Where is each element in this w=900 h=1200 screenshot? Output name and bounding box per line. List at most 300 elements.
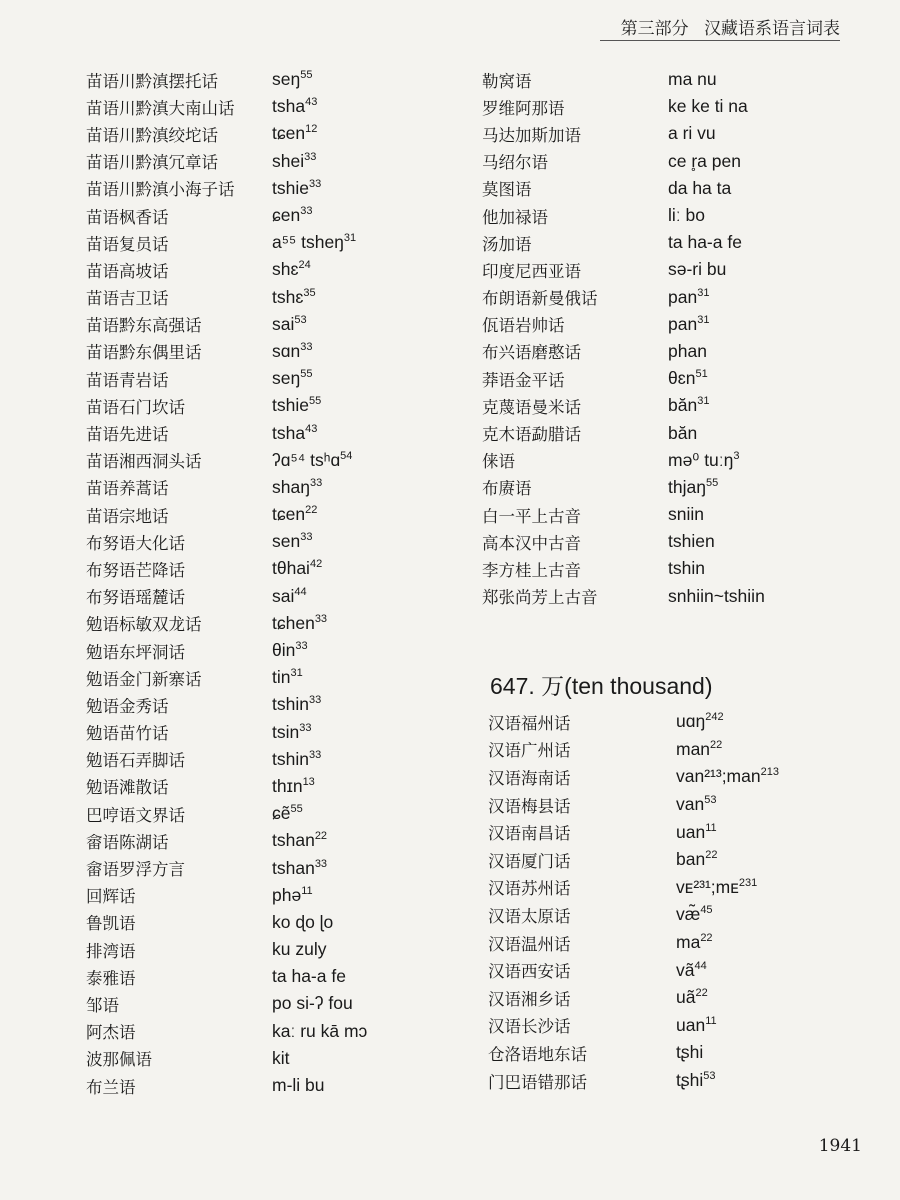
entry-row	[482, 175, 812, 202]
word-form	[272, 178, 321, 199]
word-form-text: tɕhen	[272, 612, 315, 633]
language-name: 苗语川黔滇摆托话	[86, 71, 218, 91]
word-form	[668, 395, 709, 416]
entry-row	[86, 664, 426, 691]
section-entries	[488, 708, 818, 1094]
language-name: 汉语长沙话	[488, 1017, 571, 1037]
word-form-text: tsha	[272, 96, 306, 117]
word-form-text: m-li bu	[272, 1075, 325, 1096]
language-name: 汉语广州话	[488, 741, 571, 761]
entry-row	[86, 365, 426, 392]
entry-row	[488, 901, 818, 929]
language-name: 莽语金平话	[482, 370, 565, 390]
entry-row	[86, 528, 426, 555]
word-form	[668, 178, 731, 199]
word-form-text: tshan	[272, 830, 315, 851]
language-name: 勉语金秀话	[86, 696, 169, 716]
language-name: 巴哼语文界话	[86, 805, 185, 825]
word-form	[272, 531, 312, 552]
word-form-text: tsin	[272, 721, 300, 742]
word-form-text: shɛ	[272, 259, 299, 280]
word-form	[272, 1021, 367, 1042]
tone-number: 33	[308, 748, 322, 761]
tone-number: 33	[308, 694, 322, 707]
tone-number: 11	[705, 1014, 717, 1027]
word-form	[668, 504, 704, 525]
tone-number: 51	[695, 368, 708, 381]
entry-row	[482, 148, 812, 175]
entry-row	[482, 583, 812, 610]
tone-number: 213	[760, 766, 779, 779]
entry-row	[86, 447, 426, 474]
word-form-text: ce r̥a pen	[668, 150, 741, 171]
word-form-text: sniin	[668, 504, 704, 525]
language-name: 克蔑语曼米话	[482, 397, 581, 417]
entry-row	[86, 691, 426, 718]
language-name: 汉语温州话	[488, 934, 571, 954]
entry-row	[488, 929, 818, 957]
language-name: 汉语南昌话	[488, 824, 571, 844]
word-form-text: van	[676, 794, 705, 815]
tone-number: 53	[704, 794, 717, 807]
language-name: 排湾语	[86, 941, 136, 961]
entry-row	[86, 284, 426, 311]
word-form	[272, 259, 311, 280]
word-form-text: ma nu	[668, 69, 717, 90]
entry-row	[86, 501, 426, 528]
word-form-text: tin	[272, 667, 291, 688]
word-form	[668, 558, 705, 579]
language-name: 汉语海南话	[488, 768, 571, 788]
tone-number: 44	[694, 959, 707, 972]
word-form	[676, 987, 708, 1008]
tone-number: 33	[314, 612, 328, 625]
language-name: 马达加斯加语	[482, 125, 581, 145]
word-form-text: uan	[676, 821, 706, 842]
word-form	[668, 259, 726, 280]
language-name: 勉语标敏双龙话	[86, 615, 202, 635]
entry-row	[488, 874, 818, 902]
language-name: 回辉话	[86, 887, 136, 907]
word-form-text: ban	[676, 849, 706, 870]
language-name: 苗语先进话	[86, 425, 169, 445]
tone-number: 33	[308, 177, 322, 190]
entry-row	[86, 637, 426, 664]
word-form-text: liː bo	[668, 205, 705, 226]
word-form-text: tθhai	[272, 558, 310, 579]
language-name: 布朗语新曼俄话	[482, 289, 598, 309]
language-name: 苗语川黔滇大南山话	[86, 98, 235, 118]
tone-number: 11	[301, 884, 313, 897]
entry-row	[86, 93, 426, 120]
language-name: 苗语湘西洞头话	[86, 452, 202, 472]
word-form-text: phan	[668, 340, 707, 361]
tone-number: 45	[700, 904, 713, 917]
word-form	[272, 123, 317, 144]
tone-number: 33	[304, 150, 317, 163]
word-form-text: thjaŋ	[668, 476, 706, 497]
word-form	[676, 794, 716, 815]
language-name: 畲语陈湖话	[86, 832, 169, 852]
page-number: 1941	[818, 1136, 862, 1156]
tone-number: 22	[695, 987, 708, 1000]
language-name: 苗语宗地话	[86, 506, 169, 526]
language-name: 苗语川黔滇绞坨话	[86, 125, 218, 145]
word-form-text: vã	[676, 959, 695, 980]
word-form	[668, 423, 697, 444]
word-form-text: vᴇ²³¹;mᴇ	[676, 876, 739, 897]
section-heading: 647. 万(ten thousand)	[490, 673, 713, 699]
entry-row	[86, 311, 426, 338]
word-form-text: ɕẽ	[272, 803, 291, 824]
entry-row	[86, 1018, 426, 1045]
language-name: 白一平上古音	[482, 506, 581, 526]
word-form	[272, 341, 312, 362]
word-form	[668, 151, 741, 172]
entry-row	[488, 763, 818, 791]
language-name: 苗语石门坎话	[86, 397, 185, 417]
word-form-text: tshan	[272, 857, 315, 878]
entry-row	[86, 963, 426, 990]
entry-row	[86, 909, 426, 936]
word-form	[272, 694, 321, 715]
word-form	[272, 885, 313, 906]
word-form-text: tshin	[668, 558, 705, 579]
word-form-text: pan	[668, 286, 698, 307]
running-header	[600, 14, 840, 41]
word-form-text: sai	[272, 585, 295, 606]
tone-number: 42	[309, 558, 323, 571]
word-form-text: tshien	[668, 531, 715, 552]
word-form	[676, 1070, 715, 1091]
word-form-text: shei	[272, 150, 305, 171]
word-form	[272, 939, 326, 960]
tone-number: 12	[305, 123, 318, 136]
word-form-text: van²¹³;man	[676, 766, 761, 787]
left-column	[86, 66, 426, 1099]
word-form-text: snhiin~tshiin	[668, 585, 765, 606]
entry-row	[488, 956, 818, 984]
word-form	[676, 766, 779, 787]
language-name: 苗语青岩话	[86, 370, 169, 390]
entry-row	[86, 719, 426, 746]
word-form	[272, 1048, 290, 1069]
word-form-text: ɕen	[272, 205, 301, 226]
tone-number: 33	[295, 640, 308, 653]
word-form-text: kit	[272, 1047, 290, 1068]
entry-row	[86, 392, 426, 419]
word-form-text: tshin	[272, 694, 309, 715]
tone-number: 31	[697, 395, 710, 408]
word-form	[676, 849, 717, 870]
word-form-text: tʂhi	[676, 1070, 704, 1091]
language-name: 俫语	[482, 452, 515, 472]
tone-number: 33	[300, 531, 313, 544]
language-name: 仓洛语地东话	[488, 1044, 587, 1064]
entry-row	[86, 610, 426, 637]
word-form-text: ku zuly	[272, 939, 327, 960]
entry-row	[86, 419, 426, 446]
word-form	[668, 287, 709, 308]
tone-number: 33	[300, 205, 313, 218]
word-form-text: tsha	[272, 422, 306, 443]
word-form	[272, 423, 317, 444]
word-form	[272, 96, 317, 117]
word-form-text: ma	[676, 932, 701, 953]
word-form	[272, 613, 327, 634]
entry-row	[482, 311, 812, 338]
entry-row	[482, 555, 812, 582]
entry-row	[482, 419, 812, 446]
language-name: 布努语芒降话	[86, 560, 185, 580]
word-form	[272, 722, 311, 743]
word-form	[272, 749, 321, 770]
tone-number: 231	[738, 876, 758, 889]
word-form	[668, 232, 742, 253]
word-form-text: ke ke ti na	[668, 96, 748, 117]
word-form	[668, 368, 708, 389]
word-form	[272, 640, 308, 661]
word-form	[668, 96, 748, 117]
tone-number: 3	[733, 449, 740, 462]
tone-number: 43	[305, 96, 318, 109]
word-form-text: tɕen	[272, 504, 306, 525]
word-form-text: θin	[272, 640, 296, 661]
language-name: 布兴语磨憨话	[482, 343, 581, 363]
tone-number: 22	[700, 932, 713, 945]
tone-number: 55	[290, 803, 303, 816]
header-title: 汉藏语系语言词表	[704, 19, 840, 39]
language-name: 畲语罗浮方言	[86, 860, 185, 880]
word-form	[668, 69, 717, 90]
word-form-text: ko ɖo ɭo	[272, 911, 334, 932]
language-name: 泰雅语	[86, 968, 136, 988]
word-form	[676, 711, 724, 732]
entry-row	[86, 175, 426, 202]
language-name: 勉语滩散话	[86, 778, 169, 798]
entry-row	[482, 93, 812, 120]
entry-row	[482, 474, 812, 501]
tone-number: 33	[314, 857, 328, 870]
entry-row	[488, 1039, 818, 1067]
word-form-text: sə-ri bu	[668, 259, 727, 280]
language-name: 苗语川黔滇小海子话	[86, 180, 235, 200]
language-name: 苗语黔东高强话	[86, 316, 202, 336]
language-name: 苗语养蒿话	[86, 479, 169, 499]
language-name: 苗语吉卫话	[86, 289, 169, 309]
word-form-text: thɪn	[272, 775, 303, 796]
word-form	[676, 904, 713, 925]
word-form	[272, 858, 327, 879]
entry-row	[488, 818, 818, 846]
word-form	[272, 667, 303, 688]
entry-row	[86, 338, 426, 365]
language-name: 布努语大化话	[86, 533, 185, 553]
language-name: 波那佩语	[86, 1050, 152, 1070]
word-form	[676, 1015, 717, 1036]
word-form-text: tshin	[272, 748, 309, 769]
language-name: 罗维阿那语	[482, 98, 565, 118]
word-form-text: po si-ʔ fou	[272, 993, 353, 1014]
language-name: 布赓语	[482, 479, 532, 499]
word-form	[668, 531, 715, 552]
language-name: 阿杰语	[86, 1023, 136, 1043]
tone-number: 54	[340, 449, 353, 462]
entry-row	[86, 773, 426, 800]
word-form-text: băn	[668, 422, 698, 443]
entry-row	[482, 447, 812, 474]
language-name: 门巴语错那话	[488, 1072, 587, 1092]
language-name: 克木语勐腊话	[482, 425, 581, 445]
entry-row	[86, 229, 426, 256]
entry-row	[482, 528, 812, 555]
tone-number: 13	[302, 775, 315, 788]
word-form	[668, 477, 718, 498]
language-name: 苗语复员话	[86, 234, 169, 254]
language-name: 汤加语	[482, 234, 532, 254]
entry-row	[86, 120, 426, 147]
entry-row	[482, 66, 812, 93]
entry-row	[482, 229, 812, 256]
entry-row	[86, 936, 426, 963]
entry-row	[482, 365, 812, 392]
right-column	[482, 66, 812, 610]
word-form-text: væ̃	[676, 904, 701, 925]
tone-number: 22	[710, 738, 723, 751]
word-form	[272, 830, 327, 851]
word-form	[676, 739, 722, 760]
word-form-text: seŋ	[272, 69, 301, 90]
entry-row	[86, 148, 426, 175]
word-form	[668, 314, 709, 335]
word-form	[272, 395, 321, 416]
word-form-text: θɛn	[668, 368, 696, 389]
word-form-text: uan	[676, 1014, 706, 1035]
entry-row	[86, 990, 426, 1017]
word-form	[272, 314, 307, 335]
language-name: 勉语东坪洞话	[86, 642, 185, 662]
word-form-text: tɕen	[272, 123, 306, 144]
word-form-text: băn	[668, 395, 698, 416]
entry-row	[86, 474, 426, 501]
tone-number: 35	[303, 286, 316, 299]
word-form	[272, 966, 346, 987]
entry-row	[86, 1072, 426, 1099]
word-form	[272, 993, 353, 1014]
language-name: 布努语瑶麓话	[86, 588, 185, 608]
entry-row	[488, 791, 818, 819]
language-name: 鲁凯语	[86, 914, 136, 934]
language-name: 印度尼西亚语	[482, 261, 581, 281]
tone-number: 55	[308, 395, 322, 408]
word-form	[272, 1075, 325, 1096]
language-name: 高本汉中古音	[482, 533, 581, 553]
word-form-text: tshɛ	[272, 286, 304, 307]
entry-row	[482, 284, 812, 311]
tone-number: 55	[300, 368, 313, 381]
word-form	[272, 803, 303, 824]
tone-number: 53	[703, 1070, 716, 1083]
word-form-text: mə⁰ tuːŋ	[668, 449, 734, 470]
tone-number: 55	[300, 69, 313, 82]
word-form	[668, 450, 740, 471]
word-form-text: man	[676, 738, 711, 759]
entry-row	[86, 256, 426, 283]
word-form-text: a ri vu	[668, 123, 716, 144]
tone-number: 31	[290, 667, 303, 680]
entry-row	[86, 800, 426, 827]
tone-number: 33	[300, 340, 313, 353]
entry-row	[482, 338, 812, 365]
word-form	[272, 205, 312, 226]
word-form	[668, 123, 716, 144]
language-name: 苗语黔东偶里话	[86, 343, 202, 363]
language-name: 勉语金门新寨话	[86, 669, 202, 689]
language-name: 苗语枫香话	[86, 207, 169, 227]
language-name: 苗语川黔滇冗章话	[86, 153, 218, 173]
entry-row	[482, 501, 812, 528]
tone-number: 11	[705, 821, 717, 834]
entry-row	[488, 984, 818, 1012]
language-name: 佤语岩帅话	[482, 316, 565, 336]
entry-row	[488, 1067, 818, 1095]
word-form	[272, 287, 316, 308]
word-form	[676, 877, 757, 898]
entry-row	[488, 1012, 818, 1040]
tone-number: 53	[294, 313, 307, 326]
word-form	[272, 776, 315, 797]
tone-number: 31	[697, 313, 710, 326]
word-form	[676, 960, 707, 981]
language-name: 汉语西安话	[488, 962, 571, 982]
entry-row	[86, 66, 426, 93]
tone-number: 33	[299, 721, 312, 734]
language-name: 他加禄语	[482, 207, 548, 227]
word-form	[272, 912, 333, 933]
language-name: 布兰语	[86, 1077, 136, 1097]
tone-number: 22	[705, 849, 718, 862]
tone-number: 22	[314, 830, 328, 843]
word-form	[272, 504, 317, 525]
tone-number: 43	[305, 422, 318, 435]
entry-row	[488, 846, 818, 874]
word-form-text: da ha ta	[668, 177, 732, 198]
word-form-text: uɑŋ	[676, 711, 706, 732]
entry-row	[86, 202, 426, 229]
word-form	[272, 477, 322, 498]
tone-number: 44	[294, 585, 307, 598]
entry-row	[482, 256, 812, 283]
entry-row	[86, 1045, 426, 1072]
entry-row	[488, 708, 818, 736]
language-name: 汉语福州话	[488, 713, 571, 733]
language-name: 勉语苗竹话	[86, 724, 169, 744]
tone-number: 55	[705, 476, 719, 489]
word-form-text: ʔɑ⁵⁴ tsʰɑ	[272, 449, 341, 470]
tone-number: 33	[309, 476, 323, 489]
word-form-text: sen	[272, 531, 301, 552]
language-name: 勉语石弄脚话	[86, 751, 185, 771]
word-form-text: phə	[272, 884, 302, 905]
language-name: 汉语梅县话	[488, 796, 571, 816]
word-form	[272, 558, 322, 579]
word-form	[272, 69, 312, 90]
entry-row	[482, 202, 812, 229]
tone-number: 22	[305, 504, 318, 517]
language-name: 邹语	[86, 995, 119, 1015]
entry-row	[86, 827, 426, 854]
word-form-text: pan	[668, 313, 698, 334]
